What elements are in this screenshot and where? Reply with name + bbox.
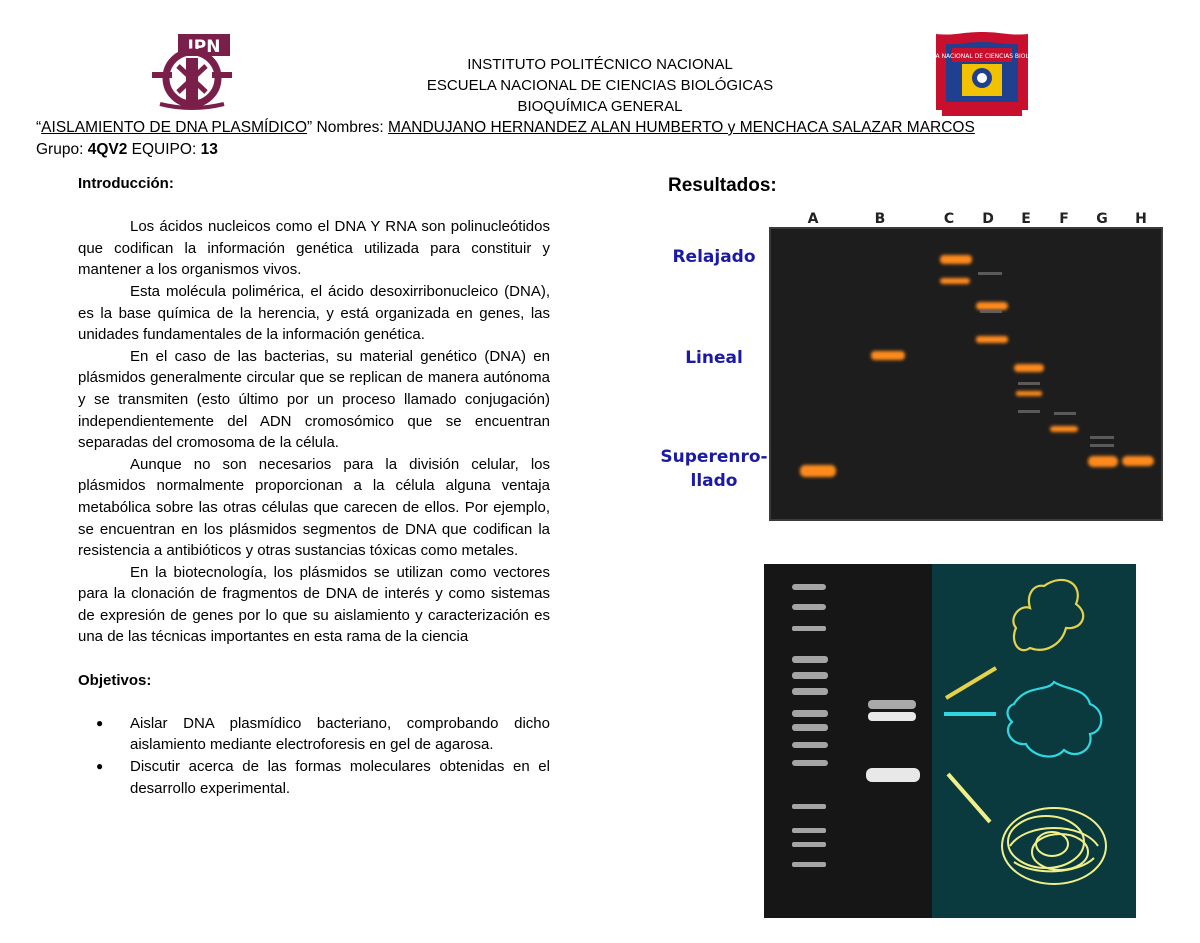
list-item (78, 713, 550, 756)
objetivo-text: Discutir acerca de las formas moleculares obtenidas en el desarrollo experimental. (130, 758, 550, 797)
list-item (78, 756, 550, 799)
bullet-icon: ● (96, 759, 104, 774)
encb-logo-text: ESCUELA NACIONAL DE CIENCIAS BIOLÓGICAS (912, 53, 1052, 60)
lane-label: B (874, 211, 886, 227)
nombres-label: Nombres: (316, 119, 384, 136)
grupo-label: Grupo: (36, 141, 84, 158)
grupo-line (36, 140, 218, 160)
lane-label: G (1096, 211, 1108, 227)
gel-electrophoresis-image (660, 198, 1166, 524)
gel-band (871, 351, 905, 360)
gel-band (1014, 364, 1044, 372)
gel-band (1122, 456, 1154, 466)
gel-band-faint (1090, 436, 1114, 439)
ladder-band (792, 804, 826, 809)
student-names: MANDUJANO HERNANDEZ ALAN HUMBERTO y MENCHACA SALAZAR MARCOS (388, 119, 975, 136)
gel-band-faint (1018, 410, 1040, 413)
intro-paragraph: En el caso de las bacterias, su material genético (DNA) en plásmidos generalmente circular que se replican de manera autónoma y se transmiten (esto último por un proceso llamado conjugación) independientemente del ADN cromosómico que se encuentran separadas del cromosoma de la célula. (78, 347, 550, 452)
title-line (36, 118, 975, 138)
objetivos-heading: Objetivos: (78, 671, 152, 689)
equipo-value: 13 (200, 141, 218, 158)
practice-title: AISLAMIENTO DE DNA PLASMÍDICO (41, 119, 308, 136)
gel-band-faint (1018, 382, 1040, 385)
gel-band (940, 255, 972, 264)
label-relajado: Relajado (672, 247, 756, 267)
ladder-band (792, 862, 826, 867)
bullet-icon: ● (96, 715, 104, 730)
intro-paragraph: Los ácidos nucleicos como el DNA Y RNA son polinucleótidos que codifican la información genética utilizada para constituir y mantener a los organismos vivos. (78, 218, 550, 279)
grupo-value: 4QV2 (87, 141, 128, 158)
label-superenrollado-2: llado (690, 471, 738, 491)
gel-band-faint (980, 310, 1002, 313)
plasmid-band (868, 700, 916, 709)
title-quote-close: ” (307, 119, 313, 136)
gel-band (1016, 391, 1042, 396)
objetivo-text: Aislar DNA plasmídico bacteriano, comprobando dicho aislamiento mediante electroforesis en gel de agarosa. (130, 714, 550, 754)
gel-band-faint (978, 272, 1002, 275)
ladder-band (792, 842, 826, 847)
label-lineal: Lineal (685, 348, 743, 368)
ladder-band (792, 656, 828, 663)
lane-label: H (1135, 211, 1147, 227)
gel-band (940, 278, 970, 284)
plasmid-band (866, 768, 920, 782)
lane-label: A (807, 211, 819, 227)
ladder-band (792, 626, 826, 631)
school-name: ESCUELA NACIONAL DE CIENCIAS BIOLÓGICAS (426, 77, 774, 94)
ladder-band (792, 710, 828, 717)
intro-paragraph: Aunque no son necesarios para la división celular, los plásmidos normalmente proporcionan a la célula alguna ventaja metabólica sobre las otras células que carecen de ellos. Por ejemplo, se encuentran en los plásmidos segmentos de DNA que codifican la resistencia a antibióticos y otras sustancias tóxicas como metales. (78, 455, 550, 560)
ladder-band (792, 672, 828, 679)
ladder-band (792, 604, 826, 610)
introduccion-heading: Introducción: (78, 175, 174, 192)
lane-label: F (1059, 211, 1069, 227)
title-quote-open: “ (36, 119, 42, 136)
lane-label: C (943, 211, 955, 227)
plasmid-forms-image (764, 564, 1136, 918)
gel-band (976, 336, 1008, 343)
objetivos-list (78, 713, 550, 799)
lane-label: D (982, 211, 994, 227)
resultados-heading: Resultados: (668, 175, 777, 196)
institution-name: INSTITUTO POLITÉCNICO NACIONAL (467, 56, 733, 73)
intro-paragraph: Esta molécula polimérica, el ácido desoxirribonucleico (DNA), es la base química de la herencia, y está organizada en genes, las unidades fundamentales de la información genética. (78, 282, 550, 344)
gel-band (1088, 456, 1118, 467)
plasmid-band (868, 712, 916, 721)
ladder-band (792, 688, 828, 695)
gel-band (976, 302, 1008, 310)
course-name: BIOQUÍMICA GENERAL (517, 98, 683, 115)
label-superenrollado-1: Superenro- (660, 447, 768, 467)
ipn-logo-text: IPN (187, 37, 221, 57)
intro-paragraph: En la biotecnología, los plásmidos se utilizan como vectores para la clonación de fragmentos de DNA de interés y como sistemas de expresión de genes por lo que su aislamiento y caracterización es una de las técnicas importantes en esta rama de la ciencia (78, 563, 550, 646)
ladder-band (792, 724, 828, 731)
ladder-band (792, 742, 828, 748)
gel-band (800, 465, 836, 477)
gel-band-faint (1090, 444, 1114, 447)
gel-band-faint (1054, 412, 1076, 415)
gel-band (1050, 426, 1078, 432)
equipo-label: EQUIPO: (131, 141, 197, 158)
ladder-band (792, 828, 826, 833)
ladder-band (792, 760, 828, 766)
lane-label: E (1021, 211, 1031, 227)
ladder-band (792, 584, 826, 590)
left-column (78, 173, 550, 799)
